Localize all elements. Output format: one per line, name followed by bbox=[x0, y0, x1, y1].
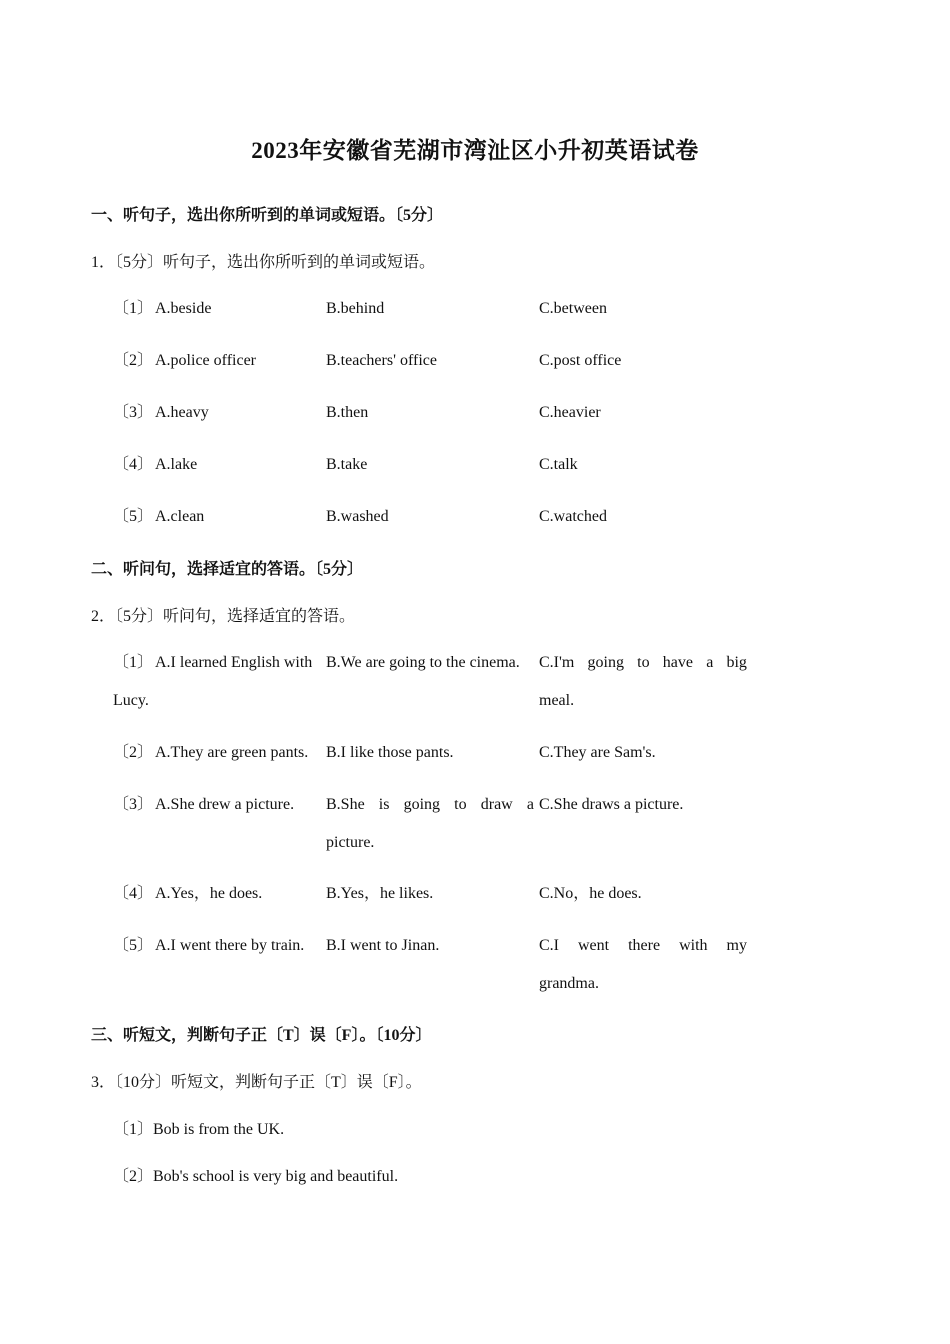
item-number: 〔2〕 bbox=[113, 744, 154, 761]
option-a: A.I went there by train. bbox=[155, 937, 305, 954]
section-2-heading: 二、听问句，选择适宜的答语。〔5分〕 bbox=[91, 561, 364, 578]
q2-item-5 bbox=[113, 927, 753, 1003]
option-c: C.heavier bbox=[539, 404, 601, 421]
option-b-word: B.She bbox=[326, 796, 365, 813]
question-2: 2．〔5分〕听问句，选择适宜的答语。 bbox=[91, 608, 356, 625]
option-c-continued: grandma. bbox=[539, 975, 599, 992]
option-c: C.between bbox=[539, 300, 607, 317]
option-b-word: going bbox=[403, 796, 441, 813]
option-c-word: a bbox=[706, 654, 714, 671]
option-c-word: going bbox=[587, 654, 624, 671]
option-b: B.take bbox=[326, 456, 368, 473]
option-c-word: C.I bbox=[539, 937, 559, 954]
option-b bbox=[326, 786, 534, 862]
q3-item-1: 〔1〕Bob is from the UK. bbox=[113, 1121, 285, 1138]
item-number: 〔4〕 bbox=[113, 456, 154, 473]
option-c-continued: meal. bbox=[539, 692, 575, 709]
q2-item-3 bbox=[113, 786, 753, 862]
option-c-word: to bbox=[637, 654, 650, 671]
question-1: 1．〔5分〕听句子，选出你所听到的单词或短语。 bbox=[91, 254, 436, 271]
option-b: B.then bbox=[326, 404, 369, 421]
option-c-word: my bbox=[726, 937, 747, 954]
option-b: B.I like those pants. bbox=[326, 744, 454, 761]
item-number: 〔5〕 bbox=[113, 937, 154, 954]
option-b-continued: picture. bbox=[326, 834, 375, 851]
option-c: C.They are Sam's. bbox=[539, 744, 656, 761]
option-c-word: C.I'm bbox=[539, 654, 575, 671]
option-c: C.talk bbox=[539, 456, 578, 473]
option-b-word: is bbox=[378, 796, 390, 813]
option-b: B.Yes，he likes. bbox=[326, 885, 434, 902]
item-number: 〔5〕 bbox=[113, 508, 154, 525]
q3-item-2: 〔2〕Bob's school is very big and beautiful. bbox=[113, 1168, 399, 1185]
option-c-word: big bbox=[726, 654, 747, 671]
section-3-heading: 三、听短文，判断句子正〔T〕误〔F〕。〔10分〕 bbox=[91, 1027, 432, 1044]
option-b: B.washed bbox=[326, 508, 389, 525]
item-number: 〔2〕 bbox=[113, 352, 154, 369]
page-title: 2023年安徽省芜湖市湾沚区小升初英语试卷 bbox=[251, 138, 699, 163]
option-b-word: draw bbox=[480, 796, 513, 813]
option-c bbox=[539, 644, 747, 720]
option-a: A.lake bbox=[155, 456, 198, 473]
option-c-word: went bbox=[578, 937, 610, 954]
option-a: A.police officer bbox=[155, 352, 256, 369]
option-b-word: to bbox=[454, 796, 467, 813]
option-a: A.heavy bbox=[155, 404, 209, 421]
option-c: C.She draws a picture. bbox=[539, 796, 684, 813]
item-number: 〔3〕 bbox=[113, 404, 154, 421]
option-b-word: a bbox=[526, 796, 534, 813]
option-a: A.I learned English with bbox=[155, 654, 313, 671]
option-b: B.I went to Jinan. bbox=[326, 937, 440, 954]
option-c: C.No，he does. bbox=[539, 885, 642, 902]
item-number: 〔1〕 bbox=[113, 654, 154, 671]
option-c bbox=[539, 927, 747, 1003]
option-a: A.beside bbox=[155, 300, 212, 317]
item-number: 〔1〕 bbox=[113, 300, 154, 317]
item-number: 〔3〕 bbox=[113, 796, 154, 813]
option-b: B.teachers' office bbox=[326, 352, 437, 369]
option-a: A.Yes，he does. bbox=[155, 885, 263, 902]
option-c-word: there bbox=[628, 937, 661, 954]
option-a: A.They are green pants. bbox=[155, 744, 309, 761]
option-b: B.behind bbox=[326, 300, 385, 317]
option-a-continued: Lucy. bbox=[113, 692, 149, 709]
option-c: C.watched bbox=[539, 508, 607, 525]
question-3: 3．〔10分〕听短文，判断句子正〔T〕误〔F〕。 bbox=[91, 1074, 422, 1091]
option-c-word: have bbox=[662, 654, 693, 671]
option-a: A.She drew a picture. bbox=[155, 796, 295, 813]
section-1-heading: 一、听句子，选出你所听到的单词或短语。〔5分〕 bbox=[91, 207, 444, 224]
option-a: A.clean bbox=[155, 508, 205, 525]
item-number: 〔4〕 bbox=[113, 885, 154, 902]
q2-item-1 bbox=[113, 644, 753, 720]
option-c: C.post office bbox=[539, 352, 622, 369]
option-b: B.We are going to the cinema. bbox=[326, 654, 520, 671]
option-c-word: with bbox=[679, 937, 708, 954]
